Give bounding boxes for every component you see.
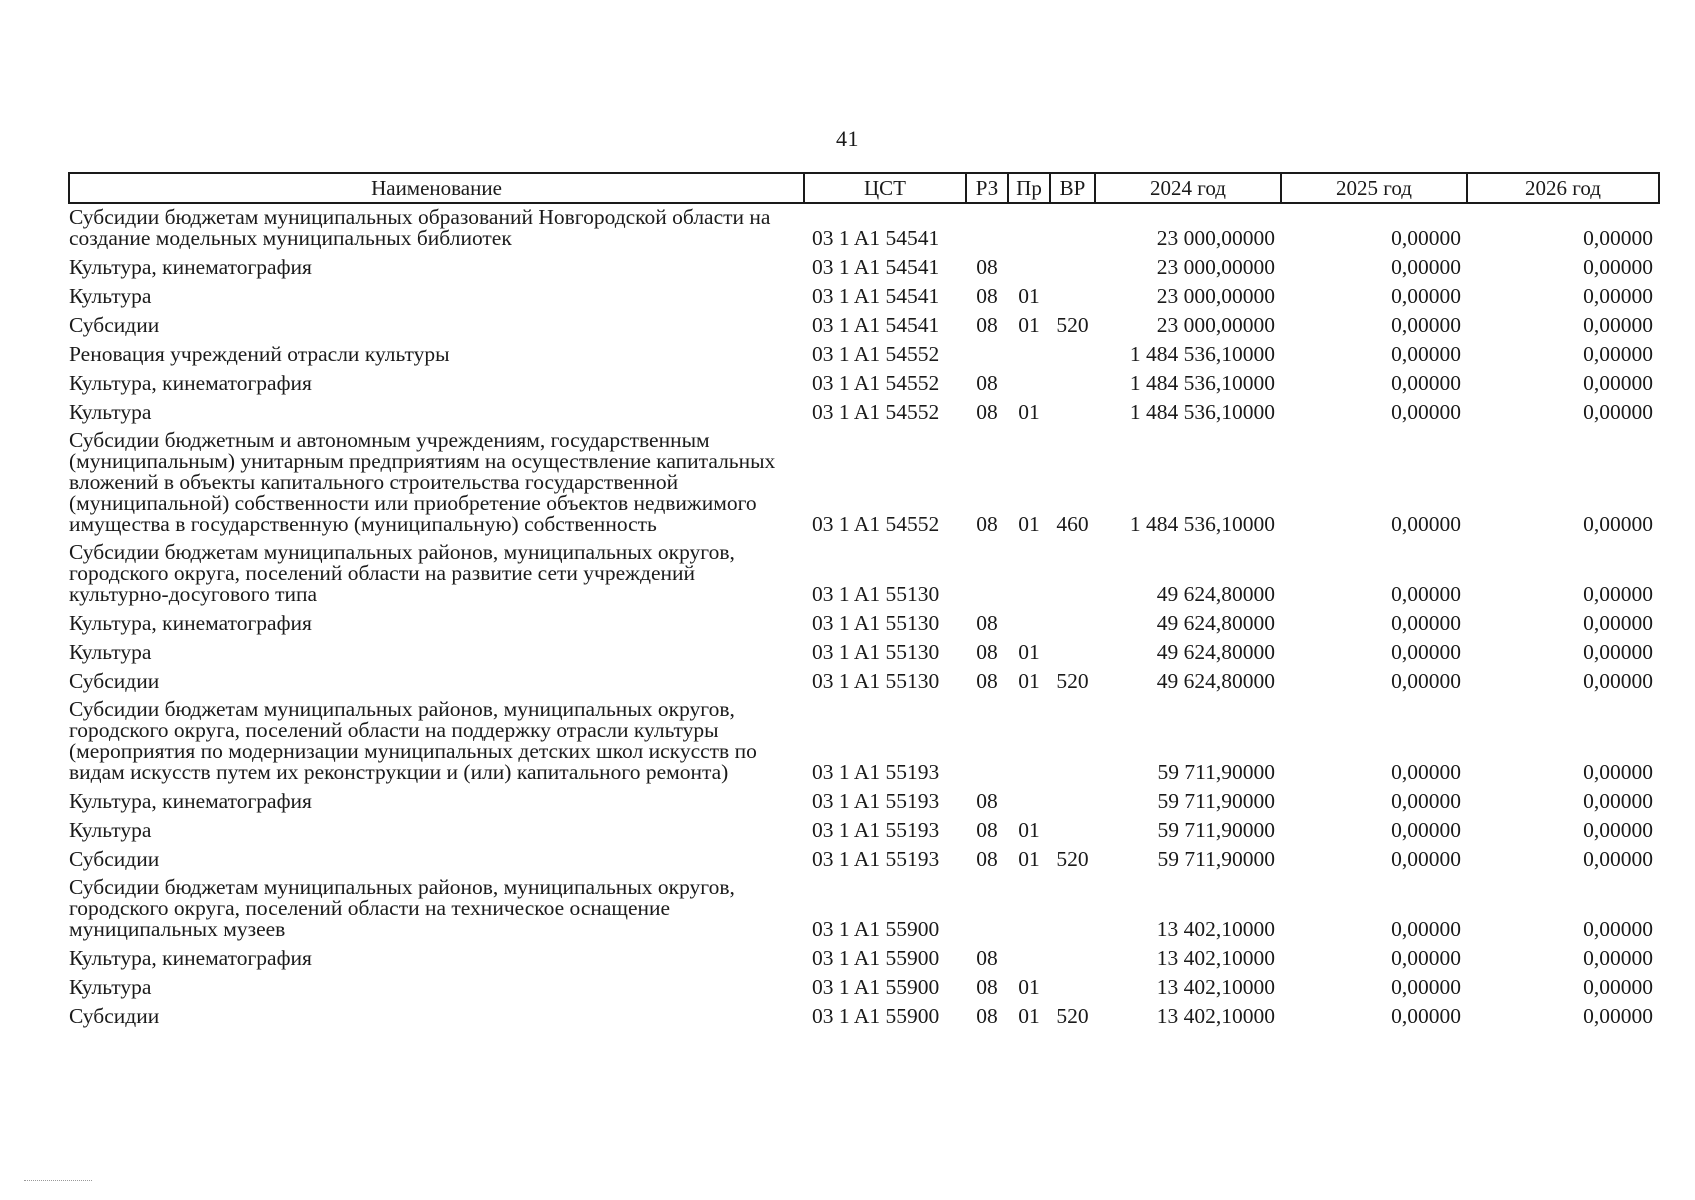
cell-rz (966, 340, 1008, 369)
cell-cst: 03 1 A1 55193 (812, 818, 940, 842)
cell-vr (1050, 282, 1095, 311)
cell-2025: 0,00000 (1391, 342, 1461, 366)
cell-rz: 08 (976, 284, 998, 308)
cell-2026: 0,00000 (1583, 789, 1653, 813)
cell-cst: 03 1 A1 54552 (812, 342, 940, 366)
cell-2025: 0,00000 (1391, 669, 1461, 693)
header-vr: ВР (1050, 173, 1095, 203)
cell-rz: 08 (976, 611, 998, 635)
table-body (69, 203, 1659, 1031)
header-2025: 2025 год (1281, 173, 1467, 203)
header-name: Наименование (69, 173, 804, 203)
cell-pr: 01 (1018, 640, 1040, 664)
cell-name: Субсидии бюджетам муниципальных районов, муниципальных округов, городского округа, поселений области на поддержку отрасли культуры (мероприятия по модернизации муниципальных детских школ искусств по видам искусств путем их реконструкции и (или) капитального ремонта) (69, 697, 757, 784)
cell-cst: 03 1 A1 55130 (812, 611, 940, 635)
cell-2024: 13 402,10000 (1156, 946, 1275, 970)
table-row (69, 638, 1659, 667)
table-header-row (69, 173, 1659, 203)
cell-name: Субсидии (69, 313, 160, 337)
cell-pr (1008, 369, 1050, 398)
cell-2024: 23 000,00000 (1156, 313, 1275, 337)
cell-vr (1050, 609, 1095, 638)
cell-cst: 03 1 A1 54552 (812, 371, 940, 395)
cell-2025: 0,00000 (1391, 255, 1461, 279)
cell-2026: 0,00000 (1583, 669, 1653, 693)
table-row (69, 787, 1659, 816)
cell-2025: 0,00000 (1391, 946, 1461, 970)
cell-2024: 1 484 536,10000 (1129, 342, 1275, 366)
cell-vr (1050, 203, 1095, 253)
cell-vr (1050, 638, 1095, 667)
cell-2026: 0,00000 (1583, 818, 1653, 842)
cell-2026: 0,00000 (1583, 611, 1653, 635)
cell-name: Культура, кинематография (69, 255, 312, 279)
cell-name: Культура (69, 640, 152, 664)
cell-pr (1008, 874, 1050, 944)
cell-2024: 59 711,90000 (1157, 760, 1275, 784)
cell-pr: 01 (1018, 400, 1040, 424)
cell-2024: 49 624,80000 (1156, 669, 1275, 693)
cell-name: Субсидии бюджетам муниципальных районов, муниципальных округов, городского округа, поселений области на развитие сети учреждений культурно-досугового типа (69, 540, 735, 606)
cell-cst: 03 1 A1 55900 (812, 917, 940, 941)
cell-2024: 1 484 536,10000 (1129, 371, 1275, 395)
cell-2026: 0,00000 (1583, 313, 1653, 337)
cell-2026: 0,00000 (1583, 1004, 1653, 1028)
cell-pr (1008, 340, 1050, 369)
cell-rz (966, 874, 1008, 944)
cell-2025: 0,00000 (1391, 226, 1461, 250)
cell-name: Культура (69, 400, 152, 424)
cell-2025: 0,00000 (1391, 760, 1461, 784)
cell-name: Культура, кинематография (69, 946, 312, 970)
cell-pr: 01 (1018, 818, 1040, 842)
header-pr: Пр (1008, 173, 1050, 203)
cell-2025: 0,00000 (1391, 611, 1461, 635)
cell-rz: 08 (976, 1004, 998, 1028)
table-row (69, 282, 1659, 311)
cell-2025: 0,00000 (1391, 917, 1461, 941)
footer-mark (24, 1180, 92, 1181)
cell-pr (1008, 944, 1050, 973)
cell-vr (1050, 398, 1095, 427)
cell-2026: 0,00000 (1583, 342, 1653, 366)
cell-cst: 03 1 A1 54552 (812, 400, 940, 424)
cell-2024: 49 624,80000 (1156, 582, 1275, 606)
cell-rz: 08 (976, 512, 998, 536)
cell-vr: 520 (1056, 669, 1089, 693)
cell-2024: 23 000,00000 (1156, 284, 1275, 308)
cell-2026: 0,00000 (1583, 946, 1653, 970)
table-row (69, 398, 1659, 427)
table-row (69, 944, 1659, 973)
cell-2024: 13 402,10000 (1156, 917, 1275, 941)
cell-vr (1050, 696, 1095, 787)
header-2026: 2026 год (1467, 173, 1659, 203)
cell-cst: 03 1 A1 54541 (812, 313, 940, 337)
table-row (69, 539, 1659, 609)
cell-pr: 01 (1018, 313, 1040, 337)
cell-rz: 08 (976, 669, 998, 693)
cell-2024: 23 000,00000 (1156, 226, 1275, 250)
cell-rz: 08 (976, 789, 998, 813)
header-cst: ЦСТ (804, 173, 966, 203)
table-row (69, 340, 1659, 369)
table-row (69, 667, 1659, 696)
cell-2025: 0,00000 (1391, 847, 1461, 871)
cell-2026: 0,00000 (1583, 255, 1653, 279)
cell-vr: 520 (1056, 313, 1089, 337)
cell-pr (1008, 609, 1050, 638)
header-2024: 2024 год (1095, 173, 1281, 203)
cell-rz (966, 203, 1008, 253)
cell-pr: 01 (1018, 669, 1040, 693)
cell-2024: 13 402,10000 (1156, 1004, 1275, 1028)
table-row (69, 845, 1659, 874)
cell-cst: 03 1 A1 55900 (812, 975, 940, 999)
cell-rz: 08 (976, 255, 998, 279)
cell-2025: 0,00000 (1391, 1004, 1461, 1028)
cell-2024: 59 711,90000 (1157, 789, 1275, 813)
cell-name: Культура (69, 818, 152, 842)
cell-pr (1008, 696, 1050, 787)
cell-cst: 03 1 A1 55130 (812, 669, 940, 693)
cell-2026: 0,00000 (1583, 284, 1653, 308)
cell-rz: 08 (976, 313, 998, 337)
cell-vr: 520 (1056, 847, 1089, 871)
cell-2025: 0,00000 (1391, 284, 1461, 308)
cell-2026: 0,00000 (1583, 400, 1653, 424)
cell-pr (1008, 787, 1050, 816)
cell-rz (966, 696, 1008, 787)
cell-pr: 01 (1018, 1004, 1040, 1028)
header-rz: РЗ (966, 173, 1008, 203)
cell-2025: 0,00000 (1391, 400, 1461, 424)
cell-2026: 0,00000 (1583, 917, 1653, 941)
table-row (69, 816, 1659, 845)
cell-pr: 01 (1018, 847, 1040, 871)
cell-2026: 0,00000 (1583, 975, 1653, 999)
cell-name: Культура, кинематография (69, 611, 312, 635)
table-row (69, 874, 1659, 944)
cell-cst: 03 1 A1 54552 (812, 512, 940, 536)
cell-cst: 03 1 A1 55900 (812, 946, 940, 970)
cell-vr (1050, 369, 1095, 398)
cell-cst: 03 1 A1 55130 (812, 582, 940, 606)
cell-name: Культура (69, 284, 152, 308)
cell-2024: 13 402,10000 (1156, 975, 1275, 999)
table-row (69, 609, 1659, 638)
cell-2024: 59 711,90000 (1157, 847, 1275, 871)
cell-2026: 0,00000 (1583, 640, 1653, 664)
cell-vr (1050, 340, 1095, 369)
table-row (69, 203, 1659, 253)
cell-2024: 1 484 536,10000 (1129, 512, 1275, 536)
cell-2024: 49 624,80000 (1156, 640, 1275, 664)
cell-name: Субсидии (69, 669, 160, 693)
cell-2025: 0,00000 (1391, 371, 1461, 395)
table-row (69, 1002, 1659, 1031)
cell-rz: 08 (976, 400, 998, 424)
cell-name: Субсидии бюджетным и автономным учреждениям, государственным (муниципальным) унитарным предприятиям на осуществление капитальных вложений в объекты капитального строительства государственной (муниципальной) собственности или приобретение объектов недвижимого имущества в государственную (муниципальную) собственность (69, 428, 776, 536)
cell-cst: 03 1 A1 55193 (812, 760, 940, 784)
cell-pr: 01 (1018, 512, 1040, 536)
cell-vr: 460 (1056, 512, 1089, 536)
table-row (69, 253, 1659, 282)
table-row (69, 311, 1659, 340)
cell-2026: 0,00000 (1583, 847, 1653, 871)
cell-2026: 0,00000 (1583, 512, 1653, 536)
cell-pr: 01 (1018, 284, 1040, 308)
cell-2026: 0,00000 (1583, 582, 1653, 606)
cell-2024: 49 624,80000 (1156, 611, 1275, 635)
cell-2024: 59 711,90000 (1157, 818, 1275, 842)
cell-pr (1008, 539, 1050, 609)
cell-cst: 03 1 A1 54541 (812, 226, 940, 250)
cell-2025: 0,00000 (1391, 582, 1461, 606)
budget-table (68, 172, 1660, 1031)
table-row (69, 973, 1659, 1002)
cell-name: Субсидии (69, 847, 160, 871)
cell-2025: 0,00000 (1391, 789, 1461, 813)
cell-cst: 03 1 A1 55900 (812, 1004, 940, 1028)
cell-cst: 03 1 A1 54541 (812, 255, 940, 279)
cell-name: Культура (69, 975, 152, 999)
cell-2026: 0,00000 (1583, 226, 1653, 250)
page-number: 41 (836, 126, 859, 151)
cell-name: Субсидии (69, 1004, 160, 1028)
cell-vr (1050, 787, 1095, 816)
cell-2025: 0,00000 (1391, 640, 1461, 664)
cell-cst: 03 1 A1 54541 (812, 284, 940, 308)
cell-name: Культура, кинематография (69, 789, 312, 813)
cell-vr: 520 (1056, 1004, 1089, 1028)
cell-2025: 0,00000 (1391, 313, 1461, 337)
cell-vr (1050, 874, 1095, 944)
cell-rz: 08 (976, 640, 998, 664)
cell-2026: 0,00000 (1583, 760, 1653, 784)
cell-vr (1050, 539, 1095, 609)
cell-2024: 1 484 536,10000 (1129, 400, 1275, 424)
table-row (69, 369, 1659, 398)
cell-rz: 08 (976, 847, 998, 871)
cell-cst: 03 1 A1 55130 (812, 640, 940, 664)
cell-2024: 23 000,00000 (1156, 255, 1275, 279)
cell-name: Реновация учреждений отрасли культуры (69, 342, 450, 366)
cell-pr (1008, 253, 1050, 282)
cell-2026: 0,00000 (1583, 371, 1653, 395)
cell-cst: 03 1 A1 55193 (812, 789, 940, 813)
cell-rz: 08 (976, 818, 998, 842)
cell-pr (1008, 203, 1050, 253)
cell-rz (966, 539, 1008, 609)
cell-name: Культура, кинематография (69, 371, 312, 395)
cell-vr (1050, 816, 1095, 845)
table-row (69, 427, 1659, 539)
cell-2025: 0,00000 (1391, 512, 1461, 536)
table-row (69, 696, 1659, 787)
cell-rz: 08 (976, 371, 998, 395)
cell-2025: 0,00000 (1391, 818, 1461, 842)
cell-rz: 08 (976, 975, 998, 999)
cell-cst: 03 1 A1 55193 (812, 847, 940, 871)
cell-name: Субсидии бюджетам муниципальных районов, муниципальных округов, городского округа, поселений области на техническое оснащение муниципальных музеев (69, 875, 735, 941)
cell-name: Субсидии бюджетам муниципальных образований Новгородской области на создание модельных муниципальных библиотек (69, 205, 771, 250)
cell-2025: 0,00000 (1391, 975, 1461, 999)
cell-vr (1050, 944, 1095, 973)
cell-vr (1050, 253, 1095, 282)
cell-rz: 08 (976, 946, 998, 970)
cell-pr: 01 (1018, 975, 1040, 999)
cell-vr (1050, 973, 1095, 1002)
